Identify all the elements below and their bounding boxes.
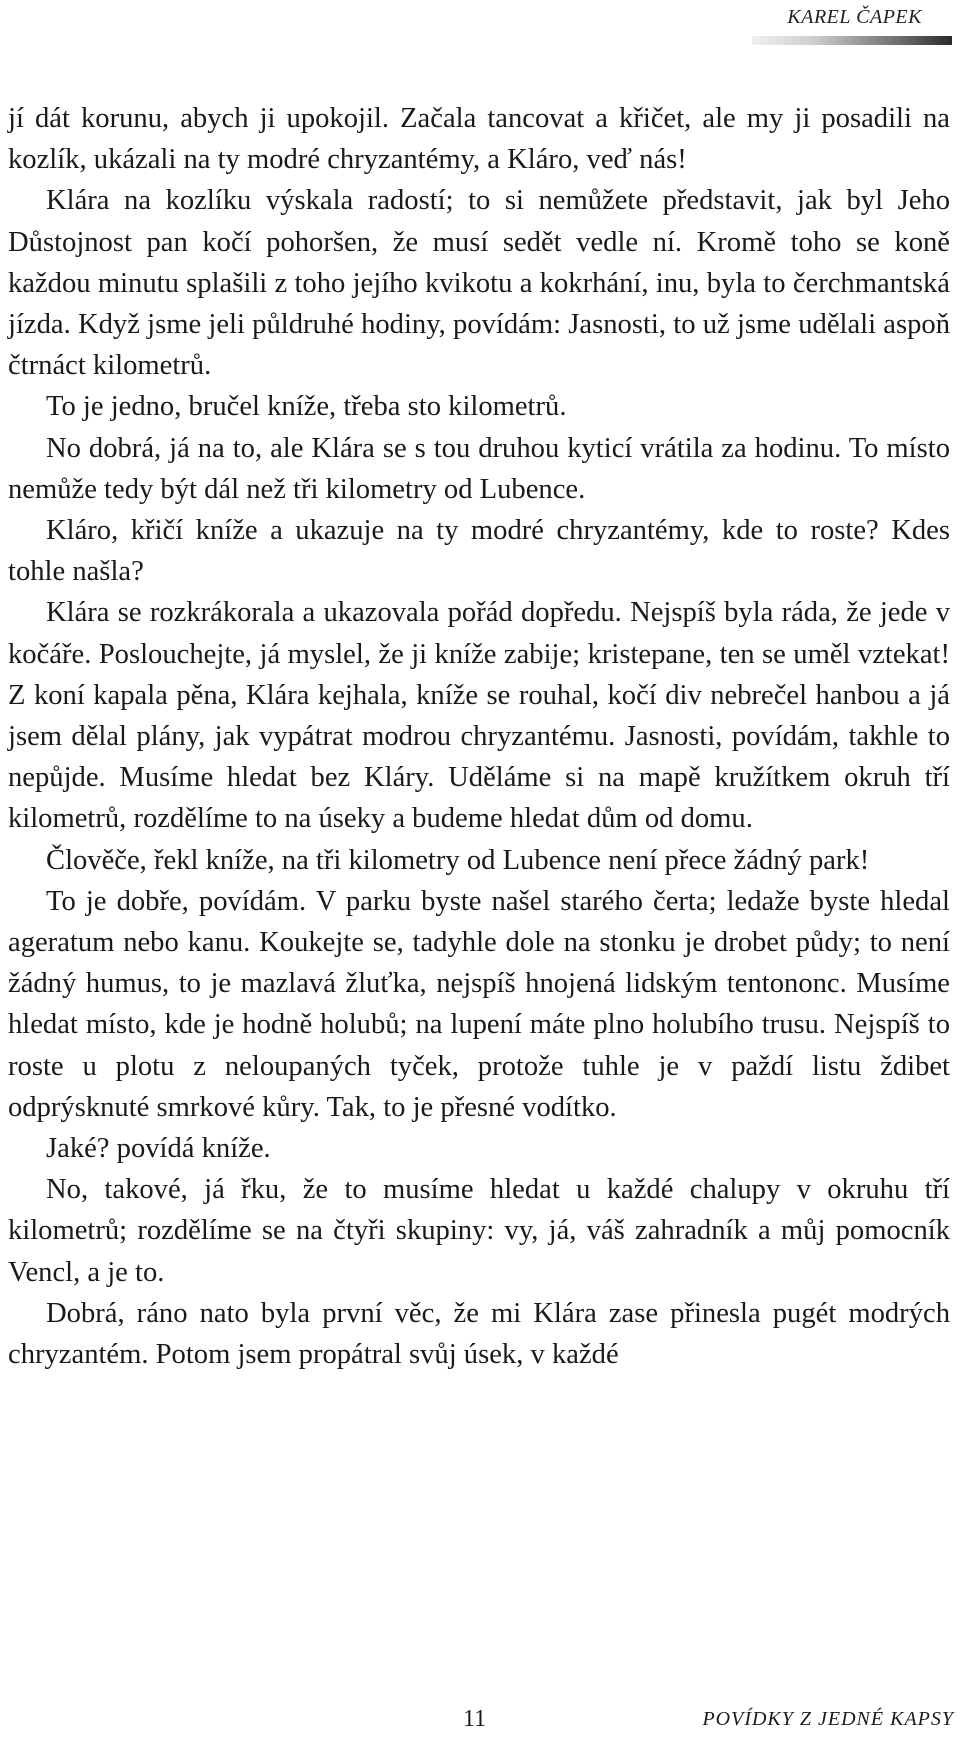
paragraph: Člověče, řekl kníže, na tři kilometry od Lubence není přece žádný park! [46,844,870,876]
paragraph: jí dát korunu, abych ji upokojil. Začala tancovat a křičet, ale my ji posadili na kozlík, ukázali na ty modré chryzantémy, a Kláro, veď nás! [8,103,950,176]
paragraph: Kláro, křičí kníže a ukazuje na ty modré chryzantémy, kde to roste? Kdes tohle našla? [8,515,950,588]
paragraph: Dobrá, ráno nato byla první věc, že mi Klára zase přinesla pugét modrých chryzantém. Potom jsem propátral svůj úsek, v každé [8,1297,950,1371]
body-text [8,98,950,1375]
page-number: 11 [463,1706,487,1732]
running-header-author: KAREL ČAPEK [787,6,922,28]
paragraph: Klára na kozlíku výskala radostí; to si nemůžete představit, jak byl Jeho Důstojnost pan kočí pohoršen, že musí sedět vedle ní. Kromě toho se koně každou minutu splašili z toho jejího kvikotu a kokrhání, inu, byla to čerchmantská jízda. Když jsme jeli půldruhé hodiny, povídám: Jasnosti, to už jsme udělali aspoň čtrnáct kilometrů. [8,185,950,382]
paragraph: To je jedno, bručel kníže, třeba sto kilometrů. [46,391,567,423]
running-footer-title: POVÍDKY Z JEDNÉ KAPSY [702,1708,954,1730]
paragraph: No dobrá, já na to, ale Klára se s tou druhou kyticí vrátila za hodinu. To místo nemůže tedy být dál než tři kilometry od Lubence. [8,432,950,505]
paragraph: No, takové, já řku, že to musíme hledat u každé chalupy v okruhu tří kilometrů; rozdělíme se na čtyři skupiny: vy, já, váš zahradník a můj pomocník Vencl, a je to. [8,1174,950,1288]
paragraph: Jaké? povídá kníže. [46,1133,271,1165]
header-rule [752,36,952,45]
page-footer [0,1706,960,1746]
paragraph: Klára se rozkrákorala a ukazovala pořád dopředu. Nejspíš byla ráda, že jede v kočáře. Poslouchejte, já myslel, že ji kníže zabije; kristepane, ten se uměl vztekat! Z koní kapala pěna, Klára kejhala, kníže se rouhal, kočí div nebrečel hanbou a já jsem dělal plány, jak vypátrat modrou chryzantému. Jasnosti, povídám, takhle to nepůjde. Musíme hledat bez Kláry. Uděláme si na mapě kružítkem okruh tří kilometrů, rozdělíme to na úseky a budeme hledat dům od domu. [8,597,950,835]
paragraph: To je dobře, povídám. V parku byste našel starého čerta; ledaže byste hledal ageratum nebo kanu. Koukejte se, tadyhle dole na stonku je drobet půdy; to není žádný humus, to je mazlavá žluťka, nejspíš hnojená lidským tentononc. Musíme hledat místo, kde je hodně holubů; na lupení máte plno holubího trusu. Nejspíš to roste u plotu z neloupaných tyček, protože tuhle je v paždí listu ždibet odprýsknuté smrkové kůry. Tak, to je přesné vodítko. [8,885,950,1123]
